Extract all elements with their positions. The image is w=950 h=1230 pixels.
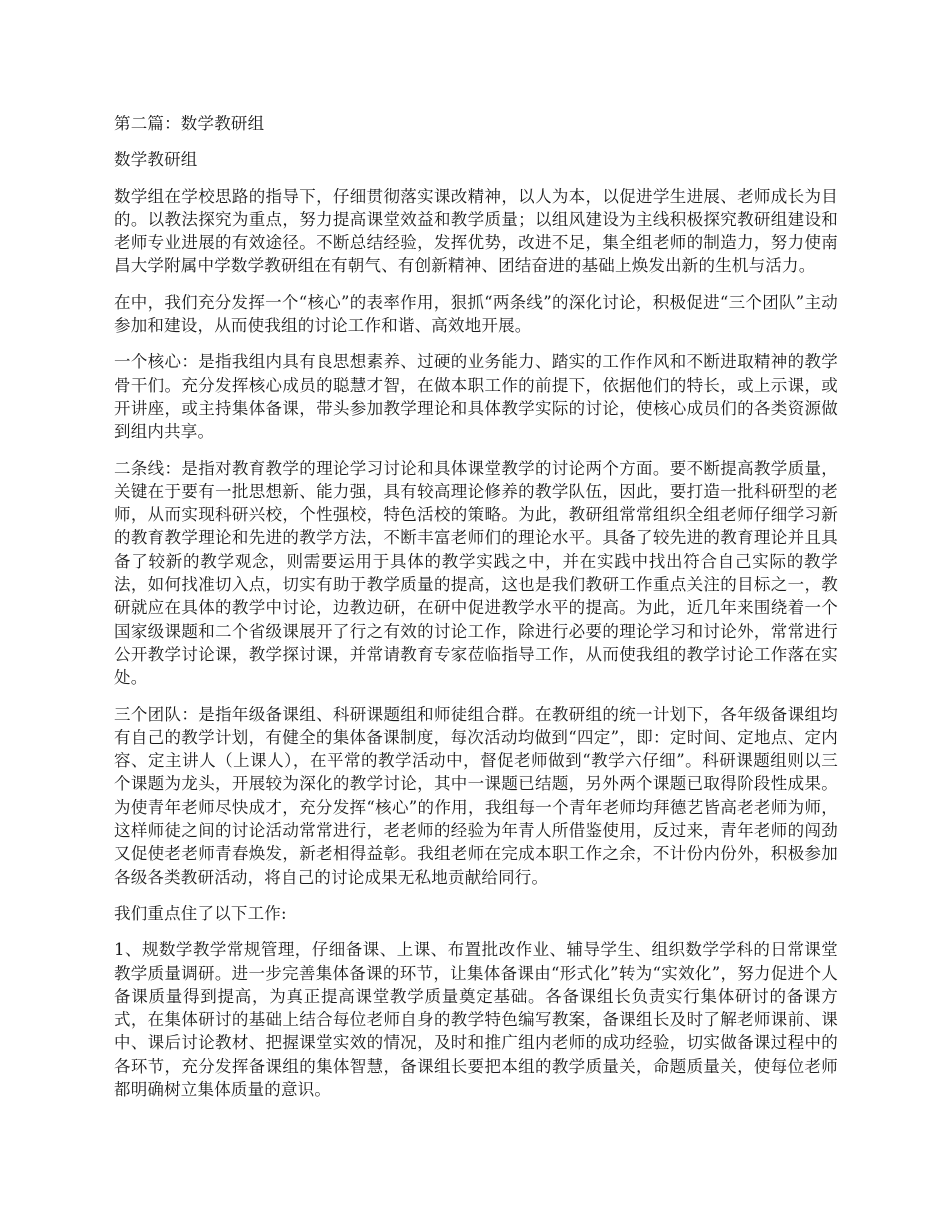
paragraph-two-lines: 二条线：是指对教育教学的理论学习讨论和具体课堂教学的讨论两个方面。要不断提高教学质量，关键在于要有一批思想新、能力强，具有较高理论修养的教学队伍，因此，要打造一批科研型的老师，从而实现科研兴校，个性强校，特色活校的策略。为此，教研组常常组织全组老师仔细学习新的教育教学理论和先进的教学方法，不断丰富老师们的理论水平。具备了较先进的教育理论并且具备了较新的教学观念，则需要运用于具体的教学实践之中，并在实践中找出符合自己实际的教学法，如何找准切入点，切实有助于教学质量的提高，这也是我们教研工作重点关注的目标之一，教研就应在具体的教学中讨论，边教边研，在研中促进教学水平的提高。为此，近几年来围绕着一个国家级课题和二个省级课展开了行之有效的讨论工作，除进行必要的理论学习和讨论外，常常进行公开教学讨论课，教学探讨课，并常请教育专家莅临指导工作，从而使我组的教学讨论工作落在实处。 <box>114 458 838 688</box>
paragraph-work-intro: 我们重点住了以下工作: <box>114 903 287 923</box>
paragraph-overview: 在中，我们充分发挥一个“核心”的表率作用，狠抓“两条线”的深化讨论，积极促进“三个团队”主动参加和建设，从而使我组的讨论工作和谐、高效地开展。 <box>114 292 838 336</box>
paragraph-one-core: 一个核心：是指我组内具有良思想素养、过硬的业务能力、踏实的工作作风和不断进取精神的教学骨干们。充分发挥核心成员的聪慧才智，在做本职工作的前提下，依据他们的特长，或上示课，或开讲座，或主持集体备课，带头参加教学理论和具体教学实际的讨论，使核心成员们的各类资源做到组内共享。 <box>114 352 838 442</box>
chapter-title: 第二篇：数学教研组 <box>114 114 265 133</box>
document-page <box>114 112 838 1114</box>
paragraph-work-item-1: 1、规数学教学常规管理，仔细备课、上课、布置批改作业、辅导学生、组织数学学科的日常课堂教学质量调研。进一步完善集体备课的环节，让集体备课由“形式化”转为“实效化”，努力促进个人备课质量得到提高，为真正提高课堂教学质量奠定基础。各备课组长负责实行集体研讨的备课方式，在集体研讨的基础上结合每位老师自身的教学特色编写教案，备课组长及时了解老师课前、课中、课后讨论教材、把握课堂实效的情况，及时和推广组内老师的成功经验，切实做备课过程中的各环节，充分发挥备课组的集体智慧，备课组长要把本组的教学质量关，命题质量关，使每位老师都明确树立集体质量的意识。 <box>114 940 838 1099</box>
paragraph-three-teams: 三个团队：是指年级备课组、科研课题组和师徒组合群。在教研组的统一计划下，各年级备课组均有自己的教学计划，有健全的集体备课制度，每次活动均做到“四定”，即：定时间、定地点、定内容、定主讲人（上课人），在平常的教学活动中，督促老师做到“教学六仔细”。科研课题组则以三个课题为龙头，开展较为深化的教学讨论，其中一课题已结题，另外两个课题已取得阶段性成果。为使青年老师尽快成才，充分发挥“核心”的作用，我组每一个青年老师均拜德艺皆高老老师为师，这样师徒之间的讨论活动常常进行，老老师的经验为年青人所借鉴使用，反过来，青年老师的闯劲又促使老老师青春焕发，新老相得益彰。我组老师在完成本职工作之余，不计份内份外，积极参加各级各类教研活动，将自己的讨论成果无私地贡献给同行。 <box>114 704 838 887</box>
document-subtitle: 数学教研组 <box>114 150 198 170</box>
paragraph-intro: 数学组在学校思路的指导下，仔细贯彻落实课改精神，以人为本，以促进学生进展、老师成长为目的。以教法探究为重点，努力提高课堂效益和教学质量；以组风建设为主线积极探究教研组建设和老师专业进展的有效途径。不断总结经验，发挥优势，改进不足，集全组老师的制造力，努力使南昌大学附属中学数学教研组在有朝气、有创新精神、团结奋进的基础上焕发出新的生机与活力。 <box>114 186 838 276</box>
